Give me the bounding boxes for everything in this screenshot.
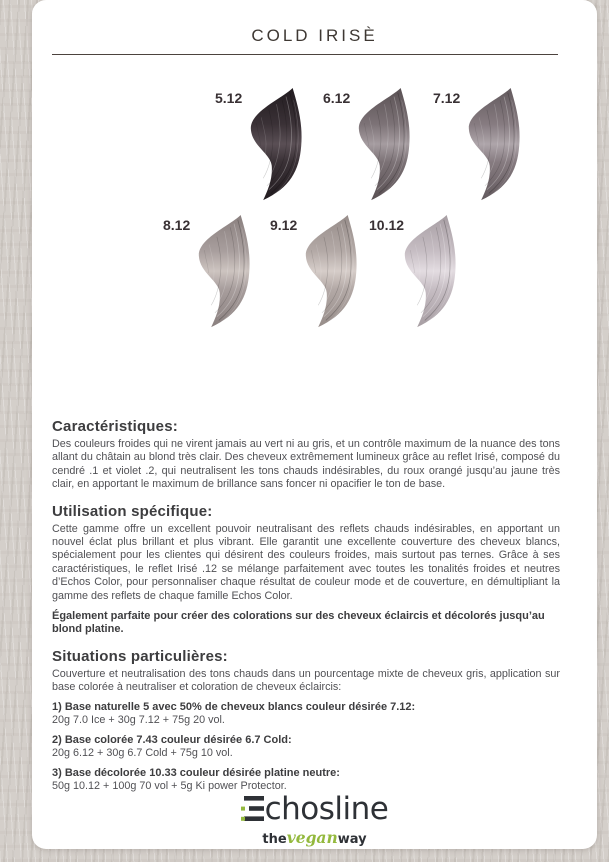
swatch-10-12	[361, 212, 461, 338]
case-3-title: 3) Base décolorée 10.33 couleur désirée platine neutre:	[52, 766, 340, 779]
text-sections	[52, 418, 560, 794]
logo-tagline	[32, 828, 597, 847]
echosline-e-icon	[241, 794, 264, 825]
swatch-label: 9.12	[270, 217, 298, 233]
hair-lock-image	[466, 85, 523, 205]
case-1	[52, 701, 560, 728]
tagline-vegan: vegan	[286, 827, 338, 847]
case-3	[52, 767, 560, 794]
hair-lock-image	[356, 85, 413, 205]
utilisation-note: Également parfaite pour créer des colorations sur des cheveux éclaircis et décolorés jusqu’au blond platine.	[52, 610, 545, 636]
section-body-caracteristiques: Des couleurs froides qui ne virent jamais au vert ni au gris, et un contrôle maximum de la nuance des tons allant du châtain au blond très clair. Des cheveux extrêmement lumineux grâce au reflet Irisé, composé du cendré .1 et violet .2, qui neutralisent les tons chauds indésirables, du roux orangé jusqu’au jaune très clair, en apportant le maximum de brillance sans foncer ni opacifier le ton de base.	[52, 438, 560, 491]
hair-lock-image	[303, 212, 360, 332]
case-2	[52, 734, 560, 761]
case-2-title: 2) Base colorée 7.43 couleur désirée 6.7 Cold:	[52, 733, 292, 746]
swatch-5-12	[207, 85, 307, 211]
case-1-formula: 20g 7.0 Ice + 30g 7.12 + 75g 20 vol.	[52, 714, 225, 727]
swatch-6-12	[315, 85, 415, 211]
hair-lock-image	[196, 212, 253, 332]
hair-lock-image	[248, 85, 305, 205]
case-2-formula: 20g 6.12 + 30g 6.7 Cold + 75g 10 vol.	[52, 747, 233, 760]
section-body-situations: Couverture et neutralisation des tons chauds dans un pourcentage mixte de cheveux gris, application sur base colorée à neutraliser et coloration de cheveux éclaircis:	[52, 667, 560, 694]
brand-text: chosline	[264, 791, 389, 827]
swatch-label: 6.12	[323, 90, 351, 106]
brand-wordmark	[241, 791, 389, 827]
title-divider	[52, 54, 558, 55]
section-heading-situations: Situations particulières:	[52, 647, 228, 665]
swatch-label: 7.12	[433, 90, 461, 106]
case-1-title: 1) Base naturelle 5 avec 50% de cheveux blancs couleur désirée 7.12:	[52, 700, 416, 713]
swatch-7-12	[425, 85, 525, 211]
swatch-9-12	[262, 212, 362, 338]
section-heading-utilisation: Utilisation spécifique:	[52, 502, 213, 520]
hair-lock-image	[402, 212, 459, 332]
swatch-8-12	[155, 212, 255, 338]
tagline-way: way	[337, 831, 367, 847]
brochure-page	[32, 0, 597, 849]
swatch-label: 10.12	[369, 217, 405, 233]
echosline-logo	[32, 791, 597, 847]
section-heading-caracteristiques: Caractéristiques:	[52, 418, 178, 435]
swatch-label: 5.12	[215, 90, 243, 106]
page-title: COLD IRISÈ	[251, 26, 378, 45]
swatch-label: 8.12	[163, 217, 191, 233]
case-3-formula: 50g 10.12 + 100g 70 vol + 5g Ki power Protector.	[52, 780, 287, 793]
tagline-the: the	[262, 831, 287, 847]
section-body-utilisation: Cette gamme offre un excellent pouvoir neutralisant des reflets chauds indésirables, en apportant un nouvel éclat plus brillant et plus vibrant. Elle garantit une excellente couverture des cheveux blancs, spécialement pour les clientes qui désirent des couleurs froides, mais surtout pas ternes. Grâce à ses caractéristiques, le reflet Irisé .12 se mélange parfaitement avec toutes les tonalités froides et neutres d’Echos Color, pour personnaliser chaque résultat de couleur mode et de couverture, en démultipliant la gamme des reflets de chaque famille Echos Color.	[52, 522, 560, 602]
